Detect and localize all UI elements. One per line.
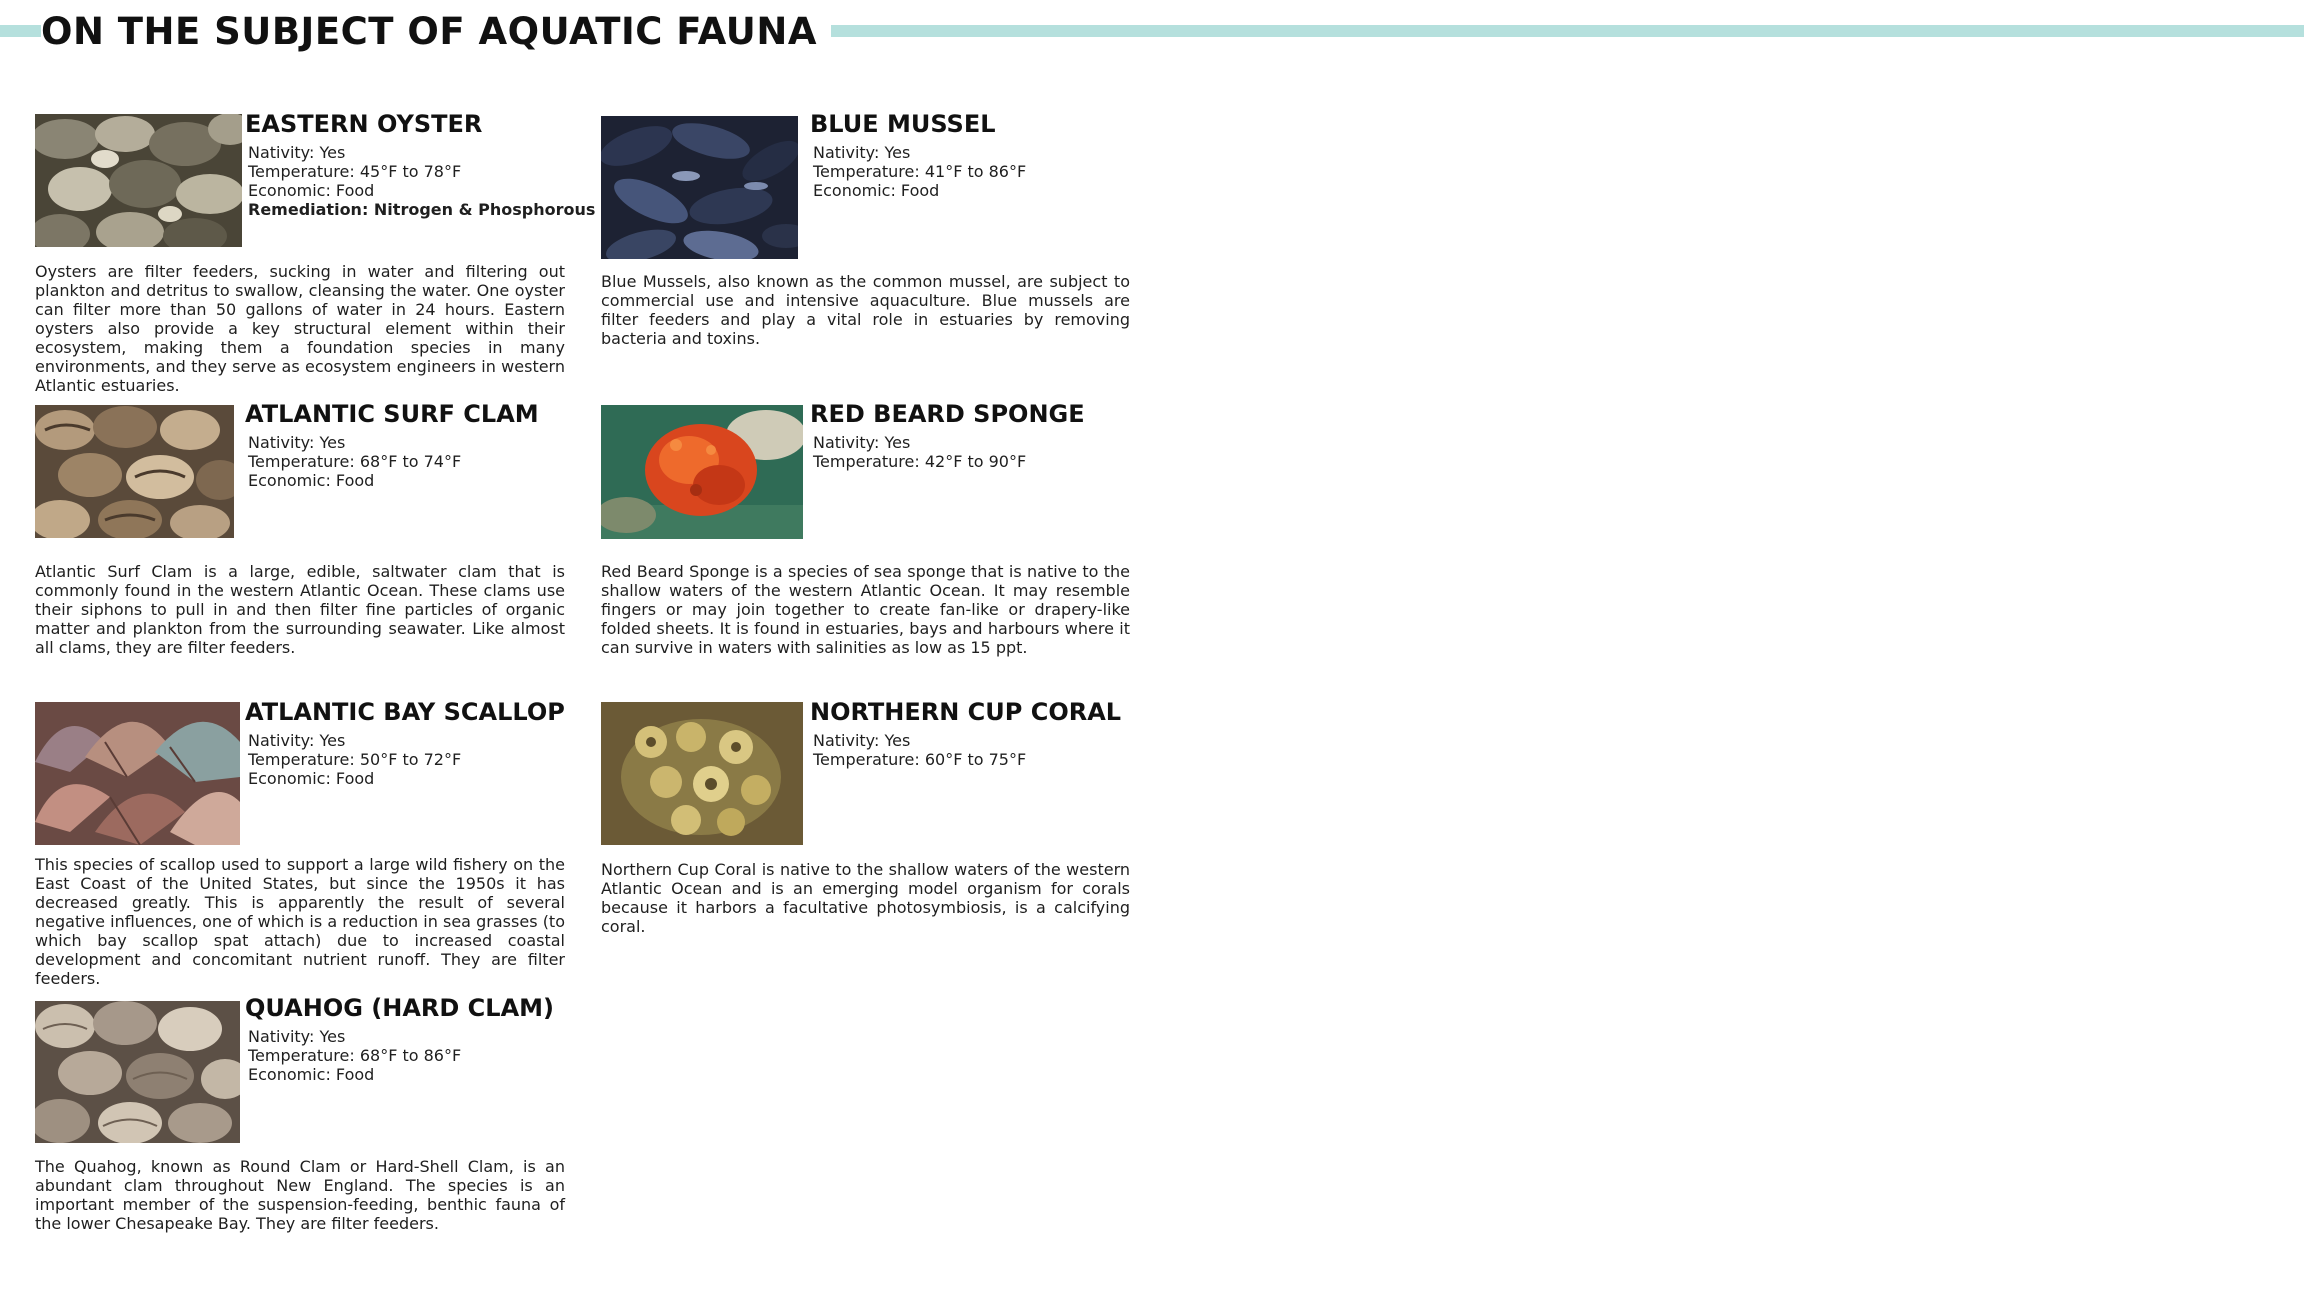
temperature-fact: Temperature: 45°F to 78°F (248, 162, 462, 181)
species-name: EASTERN OYSTER (245, 110, 483, 138)
nativity-fact: Nativity: Yes (813, 433, 911, 452)
temperature-fact: Temperature: 68°F to 74°F (248, 452, 462, 471)
species-description: Oysters are filter feeders, sucking in water and filtering out plankton and detritus to swallow, cleansing the water. One oyster can filter more than 50 gallons of water in 24 hours. Eastern oysters also provide a key structural element within their ecosystem, making them a foundation species in many environments, and they serve as ecosystem engineers in western Atlantic estuaries. (35, 262, 565, 395)
atlantic-surf-clam-photo (35, 405, 234, 538)
northern-cup-coral-photo (601, 702, 803, 845)
nativity-fact: Nativity: Yes (248, 433, 346, 452)
economic-fact: Economic: Food (813, 181, 940, 200)
temperature-fact: Temperature: 50°F to 72°F (248, 750, 462, 769)
quahog-photo (35, 1001, 240, 1143)
nativity-fact: Nativity: Yes (248, 731, 346, 750)
economic-fact: Economic: Food (248, 769, 375, 788)
blue-mussel-photo (601, 116, 798, 259)
page-title: ON THE SUBJECT OF AQUATIC FAUNA (41, 8, 831, 56)
species-name: BLUE MUSSEL (810, 110, 996, 138)
species-description: The Quahog, known as Round Clam or Hard-Shell Clam, is an abundant clam throughout New England. The species is an important member of the suspension-feeding, benthic fauna of the lower Chesapeake Bay. They are filter feeders. (35, 1157, 565, 1233)
economic-fact: Economic: Food (248, 1065, 375, 1084)
species-name: QUAHOG (HARD CLAM) (245, 994, 554, 1022)
temperature-fact: Temperature: 68°F to 86°F (248, 1046, 462, 1065)
temperature-fact: Temperature: 41°F to 86°F (813, 162, 1027, 181)
species-description: This species of scallop used to support a large wild fishery on the East Coast of the United States, but since the 1950s it has decreased greatly. This is apparently the result of several negative influences, one of which is a reduction in sea grasses (to which bay scallop spat attach) due to increased coastal development and concomitant nutrient runoff. They are filter feeders. (35, 855, 565, 988)
species-description: Blue Mussels, also known as the common mussel, are subject to commercial use and intensive aquaculture. Blue mussels are filter feeders and play a vital role in estuaries by removing bacteria and toxins. (601, 272, 1130, 348)
red-beard-sponge-photo (601, 405, 803, 539)
species-name: RED BEARD SPONGE (810, 400, 1085, 428)
species-name: ATLANTIC BAY SCALLOP (245, 698, 565, 726)
atlantic-bay-scallop-photo (35, 702, 240, 845)
nativity-fact: Nativity: Yes (813, 143, 911, 162)
temperature-fact: Temperature: 60°F to 75°F (813, 750, 1027, 769)
economic-fact: Economic: Food (248, 181, 375, 200)
species-description: Northern Cup Coral is native to the shallow waters of the western Atlantic Ocean and is an emerging model organism for corals because it harbors a facultative photosymbiosis, is a calcifying coral. (601, 860, 1130, 936)
nativity-fact: Nativity: Yes (813, 731, 911, 750)
nativity-fact: Nativity: Yes (248, 1027, 346, 1046)
economic-fact: Economic: Food (248, 471, 375, 490)
remediation-fact: Remediation: Nitrogen & Phosphorous (248, 200, 596, 219)
species-name: ATLANTIC SURF CLAM (245, 400, 539, 428)
species-description: Red Beard Sponge is a species of sea sponge that is native to the shallow waters of the western Atlantic Ocean. It may resemble fingers or may join together to create fan-like or drapery-like folded sheets. It is found in estuaries, bays and harbours where it can survive in waters with salinities as low as 15 ppt. (601, 562, 1130, 657)
species-name: NORTHERN CUP CORAL (810, 698, 1122, 726)
temperature-fact: Temperature: 42°F to 90°F (813, 452, 1027, 471)
nativity-fact: Nativity: Yes (248, 143, 346, 162)
species-description: Atlantic Surf Clam is a large, edible, saltwater clam that is commonly found in the western Atlantic Ocean. These clams use their siphons to pull in and then filter fine particles of organic matter and plankton from the surrounding seawater. Like almost all clams, they are filter feeders. (35, 562, 565, 657)
eastern-oyster-photo (35, 114, 242, 247)
